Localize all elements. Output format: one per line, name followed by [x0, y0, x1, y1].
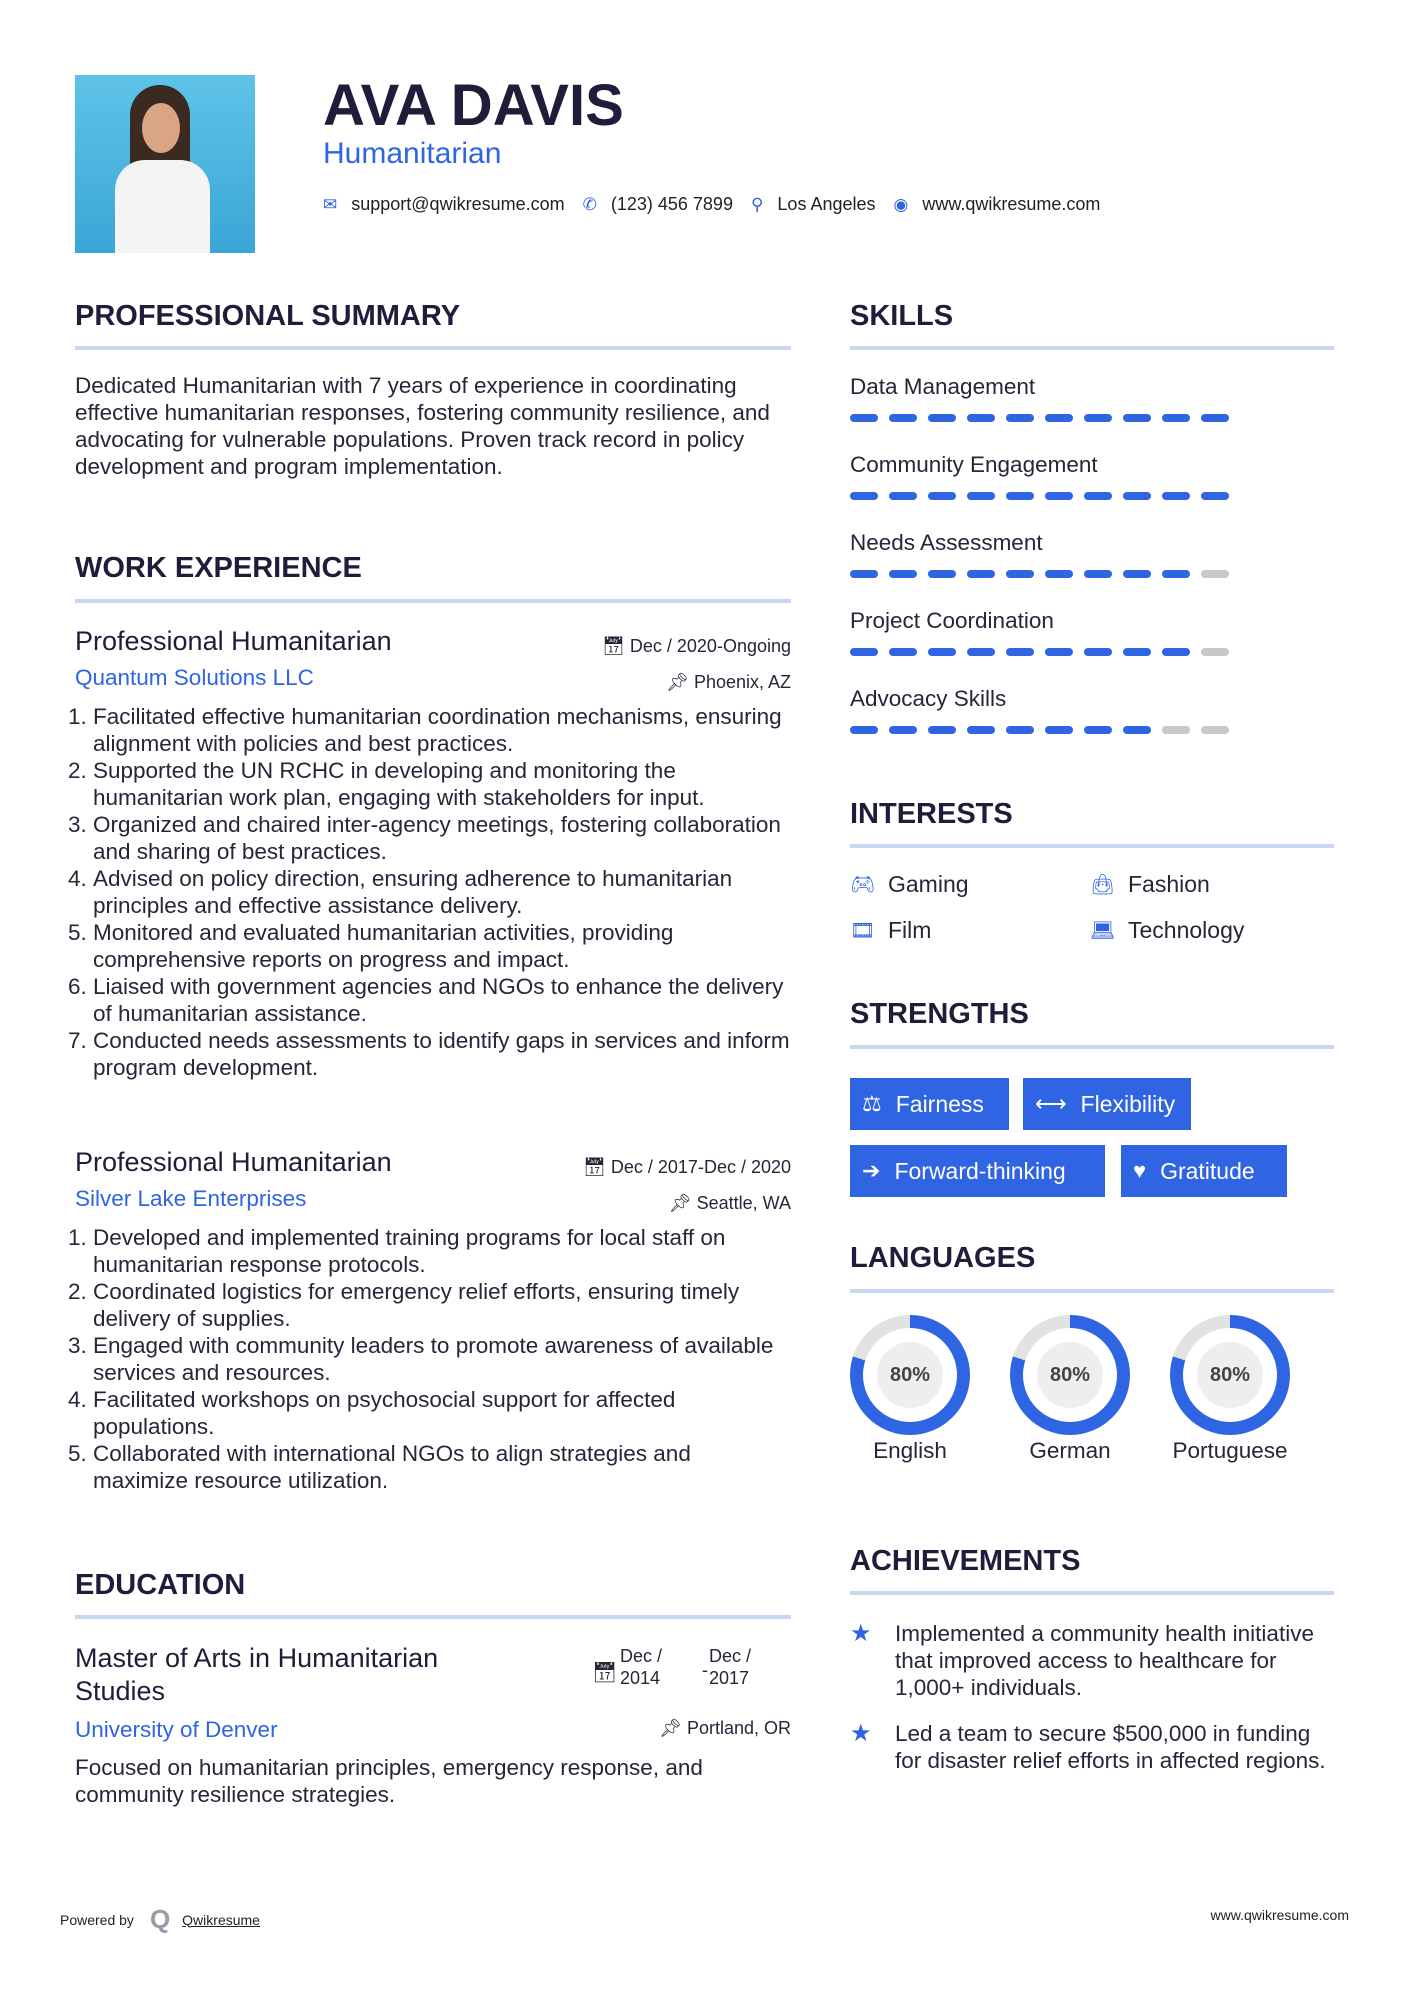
calendar-icon: 📅︎: [583, 1157, 611, 1177]
skills-heading: SKILLS: [850, 300, 954, 332]
work-heading: WORK EXPERIENCE: [75, 552, 362, 584]
edu-location: 📌︎ Portland, OR: [659, 1718, 791, 1738]
bullet: 4. Advised on policy direction, ensuring adherence to humanitarian principles and effective assistance delivery.: [93, 865, 791, 919]
bullet: 2. Coordinated logistics for emergency relief efforts, ensuring timely delivery of supplies.: [93, 1278, 791, 1332]
skill-level-dash: [850, 648, 878, 656]
skill-level-dash: [967, 492, 995, 500]
skill-level-dash: [1006, 492, 1034, 500]
language-progress-ring: [1010, 1315, 1130, 1435]
job-dates: 📅︎ Dec / 2017-Dec / 2020: [583, 1157, 791, 1177]
skill-level-bar: [850, 648, 1334, 656]
skill-level-dash: [1045, 414, 1073, 422]
skill-level-dash: [889, 570, 917, 578]
candidate-title: Humanitarian: [323, 137, 502, 170]
qwikresume-logo-icon: Q: [149, 1904, 171, 1934]
shopping-bag-icon: 👜︎: [1090, 874, 1116, 896]
bullet: 5. Collaborated with international NGOs to align strategies and maximize resource utilization.: [93, 1440, 791, 1494]
skill-level-dash: [1201, 648, 1229, 656]
skill-item: [850, 374, 1334, 452]
skill-level-dash: [1084, 492, 1112, 500]
skill-level-bar: [850, 570, 1334, 578]
strength-badge: ♥ Gratitude: [1121, 1145, 1287, 1197]
skill-level-dash: [1162, 648, 1190, 656]
map-marker-icon: ⚲: [750, 194, 764, 214]
achievement-item: ★ Led a team to secure $500,000 in funding for disaster relief efforts in affected regions.: [850, 1720, 1326, 1773]
heart-icon: ♥: [1133, 1158, 1147, 1183]
film-icon: 🎞︎: [850, 920, 876, 942]
skill-level-dash: [967, 648, 995, 656]
skill-level-dash: [1045, 492, 1073, 500]
divider: [850, 1591, 1334, 1595]
company: Quantum Solutions LLC: [75, 665, 314, 690]
skill-level-dash: [1045, 570, 1073, 578]
interest-item: 🎮︎ Gaming: [850, 871, 969, 897]
language-progress-ring: [850, 1315, 970, 1435]
star-icon: ★: [850, 1720, 872, 1747]
skill-level-dash: [1162, 492, 1190, 500]
contact-bar: [323, 194, 1118, 215]
skill-level-dash: [1123, 414, 1151, 422]
laptop-icon: 💻︎: [1090, 920, 1116, 942]
interests-heading: INTERESTS: [850, 798, 1013, 830]
website[interactable]: www.qwikresume.com: [922, 194, 1101, 214]
skill-level-dash: [1162, 726, 1190, 734]
skill-level-dash: [1201, 414, 1229, 422]
divider: [850, 1289, 1334, 1293]
bullet: 6. Liaised with government agencies and NGOs to enhance the delivery of humanitarian assistance.: [93, 973, 791, 1027]
divider: [850, 346, 1334, 350]
strengths-heading: STRENGTHS: [850, 998, 1029, 1030]
achievements-heading: ACHIEVEMENTS: [850, 1545, 1081, 1577]
skill-level-bar: [850, 492, 1334, 500]
skill-level-dash: [928, 726, 956, 734]
pin-icon: 📌︎: [668, 1193, 697, 1213]
bullet: 3. Engaged with community leaders to promote awareness of available services and resources.: [93, 1332, 791, 1386]
achievement-item: ★ Implemented a community health initiative that improved access to healthcare for 1,000+ individuals.: [850, 1620, 1314, 1700]
bullet: 2. Supported the UN RCHC in developing and monitoring the humanitarian work plan, engaging with stakeholders for input.: [93, 757, 791, 811]
skill-level-dash: [1084, 648, 1112, 656]
divider: [75, 346, 791, 350]
skill-name: Community Engagement: [850, 452, 1098, 477]
skill-name: Needs Assessment: [850, 530, 1043, 555]
gamepad-icon: 🎮︎: [850, 874, 876, 896]
skill-name: Advocacy Skills: [850, 686, 1007, 711]
edu-start: Dec / 2014: [620, 1646, 663, 1688]
location: Los Angeles: [777, 194, 876, 214]
summary-heading: PROFESSIONAL SUMMARY: [75, 300, 461, 332]
skill-level-dash: [1084, 726, 1112, 734]
calendar-icon: 📅︎: [592, 1662, 618, 1684]
phone-icon: ✆: [582, 194, 597, 214]
skills-list: [850, 374, 1334, 764]
skill-level-dash: [850, 492, 878, 500]
skill-level-dash: [928, 648, 956, 656]
job-title: Professional Humanitarian: [75, 626, 392, 656]
interest-item: 🎞︎ Film: [850, 917, 932, 943]
profile-photo: [75, 75, 255, 253]
brand-link[interactable]: Qwikresume: [182, 1911, 260, 1928]
job-dates: 📅︎ Dec / 2020-Ongoing: [602, 636, 791, 656]
strength-badge: ⟷ Flexibility: [1023, 1078, 1191, 1130]
job-location: 📌︎ Phoenix, AZ: [666, 672, 791, 692]
skill-item: [850, 608, 1334, 686]
skill-level-dash: [1201, 492, 1229, 500]
job-bullets: [75, 1224, 791, 1494]
email[interactable]: support@qwikresume.com: [351, 194, 565, 214]
strength-badge: ⚖ Fairness: [850, 1078, 1009, 1130]
divider: [75, 1615, 791, 1619]
bullet: 5. Monitored and evaluated humanitarian activities, providing comprehensive reports on progress and impact.: [93, 919, 791, 973]
bullet: 7. Conducted needs assessments to identify gaps in services and inform program development.: [93, 1027, 791, 1081]
interest-item: 👜︎ Fashion: [1090, 871, 1210, 897]
arrows-h-icon: ⟷: [1035, 1091, 1067, 1116]
skill-level-dash: [1123, 492, 1151, 500]
skill-level-dash: [1162, 414, 1190, 422]
skill-level-dash: [1123, 648, 1151, 656]
language-percent: 80%: [877, 1342, 943, 1408]
skill-level-dash: [889, 648, 917, 656]
star-icon: ★: [850, 1620, 872, 1647]
languages-heading: LANGUAGES: [850, 1242, 1036, 1274]
skill-item: [850, 530, 1334, 608]
skill-item: [850, 452, 1334, 530]
language-name: English: [873, 1438, 947, 1463]
job-bullets: [75, 703, 791, 1081]
skill-level-dash: [967, 570, 995, 578]
skill-level-dash: [1045, 648, 1073, 656]
company: Silver Lake Enterprises: [75, 1186, 307, 1211]
job-title: Professional Humanitarian: [75, 1147, 392, 1177]
skill-level-dash: [889, 492, 917, 500]
footer-website[interactable]: www.qwikresume.com: [1210, 1907, 1349, 1923]
school: University of Denver: [75, 1717, 278, 1742]
skill-level-dash: [1123, 726, 1151, 734]
edu-description: Focused on humanitarian principles, emergency response, and community resilience strategies.: [75, 1755, 703, 1807]
skill-level-dash: [967, 726, 995, 734]
skill-level-dash: [1201, 570, 1229, 578]
language-name: German: [1029, 1438, 1111, 1463]
job-location: 📌︎ Seattle, WA: [668, 1193, 791, 1213]
date-separator: -: [702, 1660, 708, 1680]
job-entry: [75, 626, 791, 1081]
arrow-right-icon: ➔: [862, 1158, 881, 1183]
skill-level-dash: [1006, 648, 1034, 656]
job-entry: [75, 1147, 791, 1494]
skill-level-dash: [1006, 726, 1034, 734]
pin-icon: 📌︎: [659, 1718, 687, 1738]
skill-level-dash: [1084, 570, 1112, 578]
skill-level-dash: [1201, 726, 1229, 734]
skill-item: [850, 686, 1334, 764]
divider: [850, 1045, 1334, 1049]
skill-level-bar: [850, 726, 1334, 734]
bullet: 1. Developed and implemented training programs for local staff on humanitarian response protocols.: [93, 1224, 791, 1278]
edu-end: Dec / 2017: [709, 1646, 752, 1688]
skill-level-bar: [850, 414, 1334, 422]
skill-level-dash: [1123, 570, 1151, 578]
divider: [75, 599, 791, 603]
skill-level-dash: [850, 414, 878, 422]
skill-level-dash: [1084, 414, 1112, 422]
skill-name: Project Coordination: [850, 608, 1054, 633]
education-heading: EDUCATION: [75, 1569, 246, 1601]
skill-level-dash: [850, 570, 878, 578]
bullet: 3. Organized and chaired inter-agency meetings, fostering collaboration and sharing of best practices.: [93, 811, 791, 865]
skill-level-dash: [928, 492, 956, 500]
envelope-icon: ✉: [323, 194, 338, 214]
strength-badge: ➔ Forward-thinking: [850, 1145, 1105, 1197]
language-name: Portuguese: [1172, 1438, 1288, 1463]
pin-icon: 📌︎: [666, 672, 694, 692]
skill-level-dash: [1006, 570, 1034, 578]
skill-name: Data Management: [850, 374, 1036, 399]
bullet: 1. Facilitated effective humanitarian coordination mechanisms, ensuring alignment with policies and best practices.: [93, 703, 791, 757]
skill-level-dash: [928, 570, 956, 578]
language-percent: 80%: [1197, 1342, 1263, 1408]
skill-level-dash: [889, 726, 917, 734]
skill-level-dash: [1162, 570, 1190, 578]
skill-level-dash: [889, 414, 917, 422]
phone[interactable]: (123) 456 7899: [610, 194, 733, 214]
candidate-name: AVA DAVIS: [323, 73, 624, 138]
skill-level-dash: [850, 726, 878, 734]
footer-powered: Powered by Q Qwikresume: [60, 1904, 260, 1934]
interest-item: 💻︎ Technology: [1090, 917, 1245, 943]
balance-scale-icon: ⚖: [862, 1091, 882, 1116]
skill-level-dash: [1045, 726, 1073, 734]
language-progress-ring: [1170, 1315, 1290, 1435]
language-percent: 80%: [1037, 1342, 1103, 1408]
skill-level-dash: [967, 414, 995, 422]
skill-level-dash: [1006, 414, 1034, 422]
degree: Master of Arts in Humanitarian Studies: [75, 1643, 439, 1706]
summary-text: Dedicated Humanitarian with 7 years of experience in coordinating effective humanitarian responses, fostering community resilience, and advocating for vulnerable populations. Proven track record in policy development and program implementation.: [75, 373, 770, 479]
calendar-icon: 📅︎: [602, 636, 630, 656]
globe-icon: ◉: [893, 194, 909, 214]
bullet: 4. Facilitated workshops on psychosocial support for affected populations.: [93, 1386, 791, 1440]
divider: [850, 844, 1334, 848]
skill-level-dash: [928, 414, 956, 422]
